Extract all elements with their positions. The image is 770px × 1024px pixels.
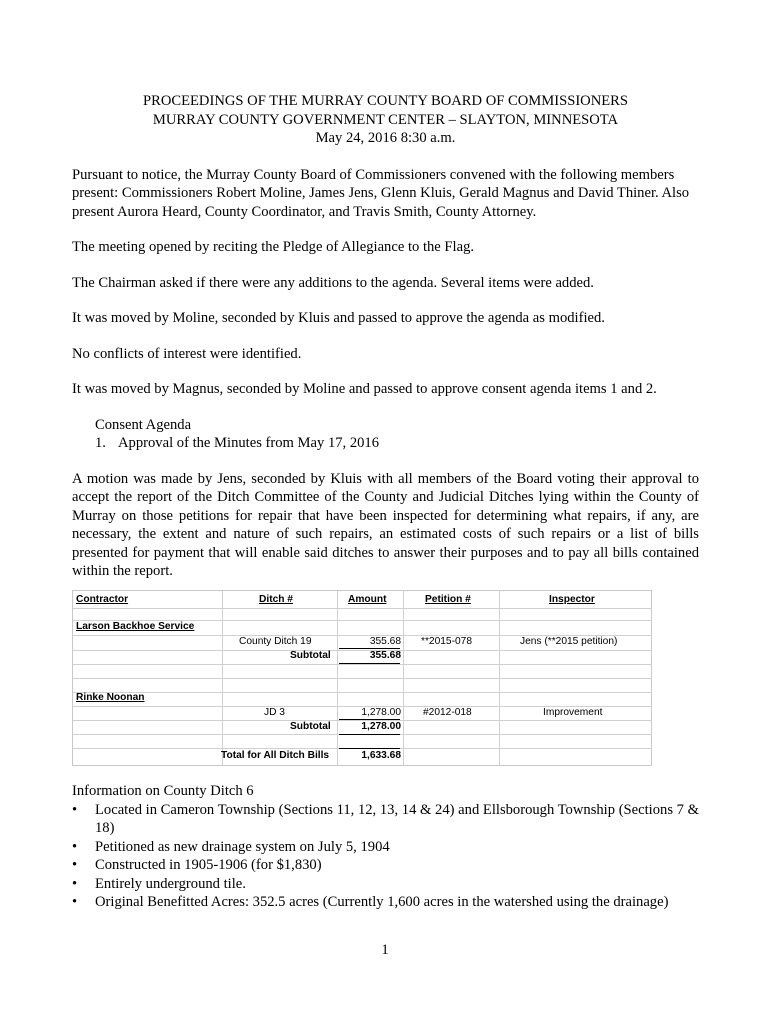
amount-cell: 1,278.00 [361, 707, 401, 718]
attendance-paragraph: Pursuant to notice, the Murray County Board of Commissioners convened with the following members present: Commissioners Robert Moline, James Jens, Glenn Kluis, Gerald Magnus and David Thiner. Also present Aurora Heard, County Coordinator, and Travis Smith, County Attorney. [72, 166, 690, 220]
header-petition: Petition # [425, 594, 471, 605]
petition-cell: **2015-078 [421, 636, 472, 647]
header-inspector: Inspector [549, 594, 595, 605]
contractor-rinke: Rinke Noonan [76, 692, 145, 703]
total-value: 1,633.68 [361, 750, 401, 761]
consent-item-number: 1. [95, 435, 106, 451]
agenda-motion-paragraph: It was moved by Moline, seconded by Kluis and passed to approve the agenda as modified. [72, 310, 605, 326]
page-number: 1 [381, 942, 389, 958]
header-ditch: Ditch # [259, 594, 293, 605]
list-item: • Located in Cameron Township (Sections 11, 12, 13, 14 & 24) and Ellsborough Township (Sections 7 & 18) [72, 801, 699, 836]
header-title: PROCEEDINGS OF THE MURRAY COUNTY BOARD OF COMMISSIONERS [142, 93, 629, 109]
inspector-cell: Jens (**2015 petition) [520, 636, 618, 647]
header-location: MURRAY COUNTY GOVERNMENT CENTER – SLAYTON, MINNESOTA [152, 111, 619, 128]
ditch-info-section [72, 782, 699, 912]
amount-cell: 355.68 [369, 636, 401, 647]
subtotal-value: 355.68 [369, 650, 401, 661]
list-item: • Constructed in 1905-1906 (for $1,830) [72, 857, 322, 873]
inspector-cell: Improvement [543, 707, 603, 718]
consent-agenda-item [95, 434, 699, 453]
ditch-bills-table [72, 590, 652, 766]
petition-cell: #2012-018 [423, 707, 472, 718]
subtotal-value: 1,278.00 [361, 721, 401, 732]
consent-agenda [95, 416, 699, 453]
header-date: May 24, 2016 8:30 a.m. [315, 130, 456, 146]
document-header [72, 92, 699, 148]
consent-motion-paragraph: It was moved by Magnus, seconded by Moline and passed to approve consent agenda items 1 and 2. [72, 381, 657, 397]
ditch-cell: JD 3 [264, 707, 285, 718]
consent-agenda-title: Consent Agenda [95, 416, 192, 433]
list-item: • Petitioned as new drainage system on July 5, 1904 [72, 838, 390, 855]
subtotal-label: Subtotal [290, 650, 331, 661]
bullet-icon: • [72, 875, 78, 892]
bullet-icon: • [72, 801, 78, 818]
conflicts-paragraph: No conflicts of interest were identified. [72, 345, 302, 362]
header-amount: Amount [348, 594, 387, 605]
ditch-cell: County Ditch 19 [239, 636, 312, 647]
consent-item-text: Approval of the Minutes from May 17, 2016 [118, 435, 380, 451]
document-body [72, 92, 699, 581]
list-item: • Entirely underground tile. [72, 875, 246, 892]
subtotal-label: Subtotal [290, 721, 331, 732]
total-label: Total for All Ditch Bills [221, 750, 330, 761]
list-item: • Original Benefitted Acres: 352.5 acres (Currently 1,600 acres in the watershed using the drainage) [72, 894, 669, 910]
pledge-paragraph: The meeting opened by reciting the Pledge of Allegiance to the Flag. [72, 239, 475, 255]
bullet-icon: • [72, 838, 78, 855]
bullet-icon: • [72, 857, 78, 873]
contractor-larson: Larson Backhoe Service [76, 621, 195, 632]
ditch-info-title: Information on County Ditch 6 [72, 783, 254, 799]
additions-paragraph: The Chairman asked if there were any additions to the agenda. Several items were added. [72, 274, 594, 291]
ditch-motion-paragraph: A motion was made by Jens, seconded by Kluis with all members of the Board voting their approval to accept the report of the Ditch Committee of the County and Judicial Ditches lying within the County of Murray on those petitions for repair that have been inspected for determining what repairs, if any, are necessary, the extent and nature of such repairs, an estimated costs of such repairs or a list of bills presented for payment that will enable said ditches to answer their purposes and to pay all bills contained within the report. [72, 470, 699, 579]
header-contractor: Contractor [76, 594, 129, 605]
bullet-icon: • [72, 894, 78, 910]
